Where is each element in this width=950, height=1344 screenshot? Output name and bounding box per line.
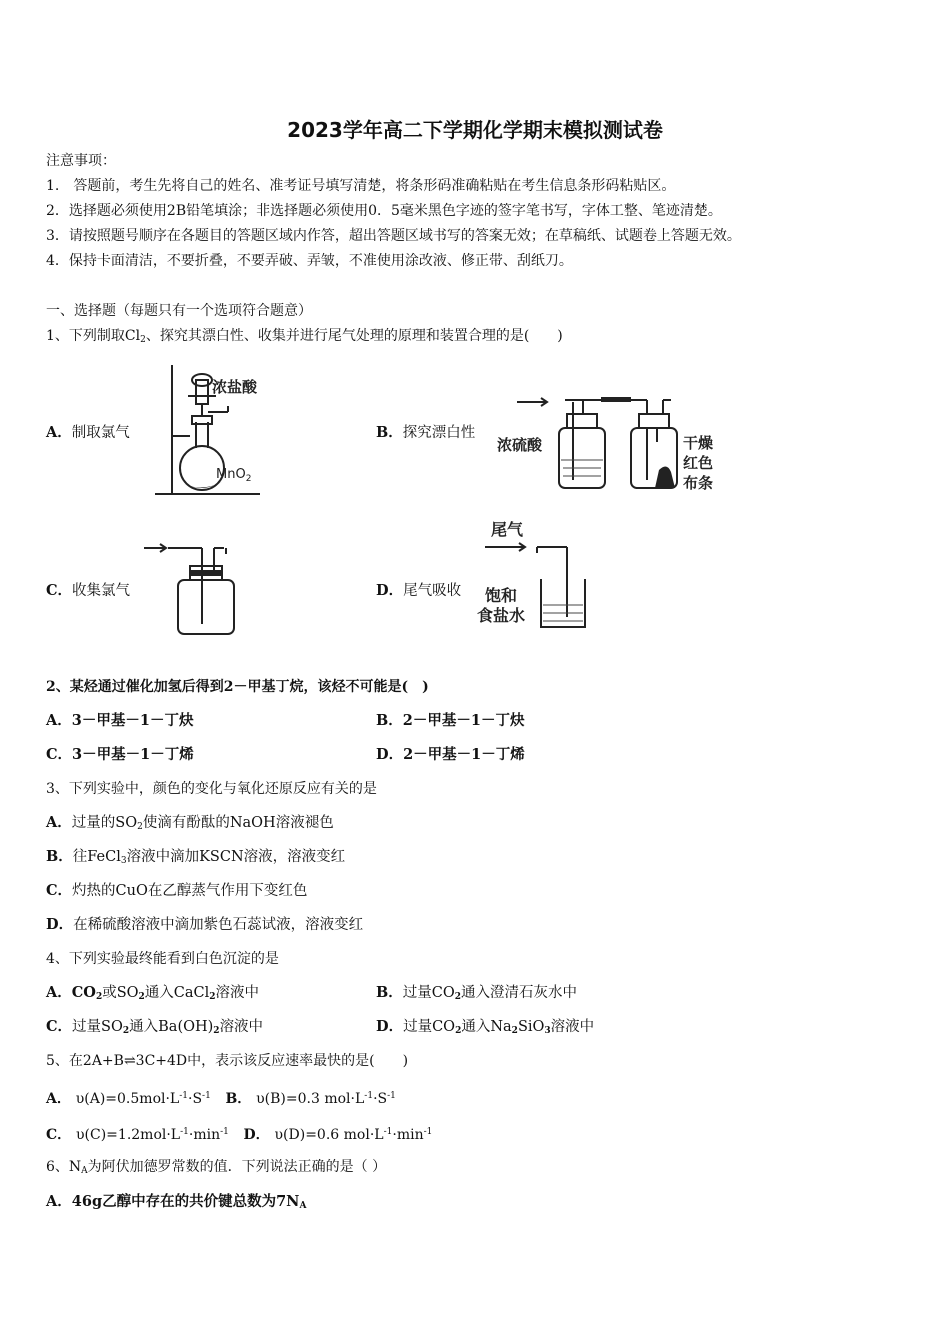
label-saturated: 饱和 [485,586,518,605]
notice-heading: 注意事项： [46,153,116,169]
q2-option-d[interactable]: D．2－甲基－1－丁烯 [376,746,525,763]
label-concentrated-hcl: 浓盐酸 [212,378,258,396]
q2-option-c[interactable]: C．3－甲基－1－丁烯 [46,746,194,763]
q5-options-cd [46,1122,432,1145]
q3-option-a[interactable]: A．过量的$SO_2$使滴有酚酞的NaOH溶液褪色 [46,814,334,832]
q6-option-a[interactable]: A．46g乙醇中存在的共价键总数为$7N_A$ [46,1193,307,1211]
notice-item-2: 2．选择题必须使用2B铅笔填涂；非选择题必须使用0．5毫米黑色字迹的签字笔书写，字体工整、笔迹清楚。 [46,203,722,219]
label-tail-gas: 尾气 [491,520,524,539]
page-title: 2023学年高二下学期化学期末模拟测试卷 [287,118,663,142]
q1-stem: 1、下列制取$Cl_2$、探究其漂白性、收集并进行尾气处理的原理和装置合理的是( ) [46,328,563,345]
q1-option-b[interactable]: B．探究漂白性 [376,424,476,441]
q4-option-b[interactable]: B．过量$CO_2$通入澄清石灰水中 [376,984,578,1002]
q2-option-b[interactable]: B．2－甲基－1－丁炔 [376,712,525,729]
notice-item-4: 4．保持卡面清洁，不要折叠，不要弄破、弄皱，不准使用涂改液、修正带、刮纸刀。 [46,253,573,269]
section-heading: 一、选择题（每题只有一个选项符合题意） [46,303,312,319]
q5-option-c[interactable]: C． $\upsilon(C)=1.2mol\cdot L^{-1}\cdot\min^{-1}$ [46,1127,229,1143]
q2-stem: 2、某烃通过催化加氢后得到2－甲基丁烷，该烃不可能是( ) [46,679,429,695]
q4-option-a[interactable]: A．$CO_2$或$SO_2$通入CaCl$_2$溶液中 [46,984,260,1002]
q1-option-a[interactable]: A．制取氯气 [46,424,130,441]
figure-b-bleaching [495,392,730,497]
notice-item-1: 1. 答题前，考生先将自己的姓名、准考证号填写清楚，将条形码准确粘贴在考生信息条形码粘贴区。 [46,178,676,194]
figure-d-absorption [475,515,605,635]
q5-stem: 5、在2A+B⇌3C+4D中，表示该反应速率最快的是( ) [46,1053,409,1069]
label-brine: 食盐水 [477,606,526,625]
q5-option-a[interactable]: A． $\upsilon(A)=0.5mol\cdot L^{-1}\cdot S^{-1}$ [46,1091,211,1107]
q1-option-d[interactable]: D．尾气吸收 [376,582,462,599]
q4-option-c[interactable]: C．过量$SO_2$通入$Ba(OH)_2$溶液中 [46,1018,264,1036]
label-cloth-3: 布条 [683,474,714,492]
q2-option-a[interactable]: A．3－甲基－1－丁炔 [46,712,194,729]
q4-stem: 4、下列实验最终能看到白色沉淀的是 [46,951,279,967]
q3-option-c[interactable]: C．灼热的CuO在乙醇蒸气作用下变红色 [46,882,308,899]
label-cloth-1: 干燥 [683,434,714,452]
figure-a-generator [150,360,280,500]
q1-option-c[interactable]: C．收集氯气 [46,582,131,599]
q5-options-ab [46,1086,396,1109]
q3-stem: 3、下列实验中，颜色的变化与氧化还原反应有关的是 [46,781,377,797]
label-conc-sulfuric: 浓硫酸 [497,436,543,454]
q5-option-b[interactable]: B． υ(B)=0.3 $mol\cdot L^{-1}\cdot S^{-1}$ [225,1091,396,1107]
q6-stem: 6、$N_A$为阿伏加德罗常数的值．下列说法正确的是（ ） [46,1159,387,1176]
figure-c-collection [140,540,250,640]
q4-option-d[interactable]: D．过量$CO_2$通入$Na_2SiO_3$溶液中 [376,1018,595,1036]
notice-item-3: 3．请按照题号顺序在各题目的答题区域内作答，超出答题区域书写的答案无效；在草稿纸、试题卷上答题无效。 [46,228,741,244]
label-mno2: MnO$_2$ [216,467,252,484]
label-cloth-2: 红色 [683,454,714,472]
q5-option-d[interactable]: D． υ(D)=0.6 $mol\cdot L^{-1}\cdot\min^{-1}$ [243,1127,433,1143]
q3-option-b[interactable]: B．往FeCl$_3$溶液中滴加KSCN溶液，溶液变红 [46,848,346,866]
q3-option-d[interactable]: D．在稀硫酸溶液中滴加紫色石蕊试液，溶液变红 [46,916,364,933]
